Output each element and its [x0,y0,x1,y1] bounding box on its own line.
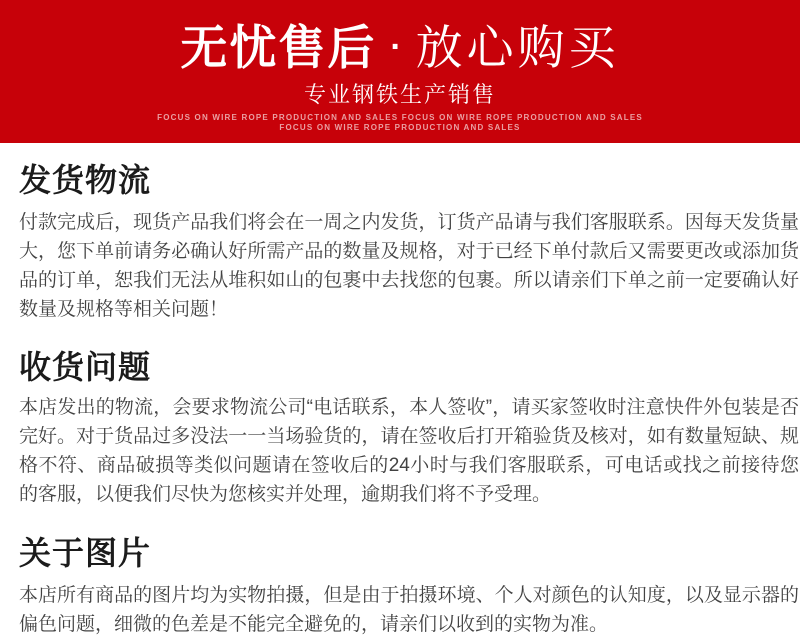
section-receiving-issues [0,349,800,509]
section-about-pictures [0,535,800,639]
banner-title-light: 放心购买 [415,21,620,74]
banner-tagline-line2: FOCUS ON WIRE ROPE PRODUCTION AND SALES [279,123,521,132]
section-body-shipping: 付款完成后，现货产品我们将会在一周之内发货，订货产品请与我们客服联系。因每天发货量大，您下单前请务必确认好所需产品的数量及规格，对于已经下单付款后又需要更改或添加货品的订单，恕我们无法从堆积如山的包裹中去找您的包裹。所以请亲们下单之前一定要确认好数量及规格等相关问题！ [19,212,799,320]
section-heading-pictures: 关于图片 [19,535,152,571]
banner-title [0,23,800,72]
banner-tagline-line1: FOCUS ON WIRE ROPE PRODUCTION AND SALES FOCUS ON WIRE ROPE PRODUCTION AND SALES [157,113,643,122]
section-body-pictures: 本店所有商品的图片均为实物拍摄，但是由于拍摄环境、个人对颜色的认知度，以及显示器的偏色问题，细微的色差是不能完全避免的，请亲们以收到的实物为准。 [19,585,799,635]
banner-title-bold: 无忧售后 [180,21,377,74]
content-area [0,162,800,639]
banner-subtitle: 专业钢铁生产销售 [303,82,496,107]
section-heading-shipping: 发货物流 [19,162,152,198]
banner-title-separator-dot: · [390,28,402,66]
section-heading-receiving: 收货问题 [19,349,152,385]
banner [0,0,800,143]
section-shipping-logistics [0,162,800,324]
section-body-receiving: 本店发出的物流，会要求物流公司“电话联系，本人签收”，请买家签收时注意快件外包装是否完好。对于货品过多没法一一当场验货的，请在签收后打开箱验货及核对，如有数量短缺、规格不符、商品破损等类似问题请在签收后的24小时与我们客服联系，可电话或找之前接待您的客服，以便我们尽快为您核实并处理，逾期我们将不予受理。 [19,397,799,505]
